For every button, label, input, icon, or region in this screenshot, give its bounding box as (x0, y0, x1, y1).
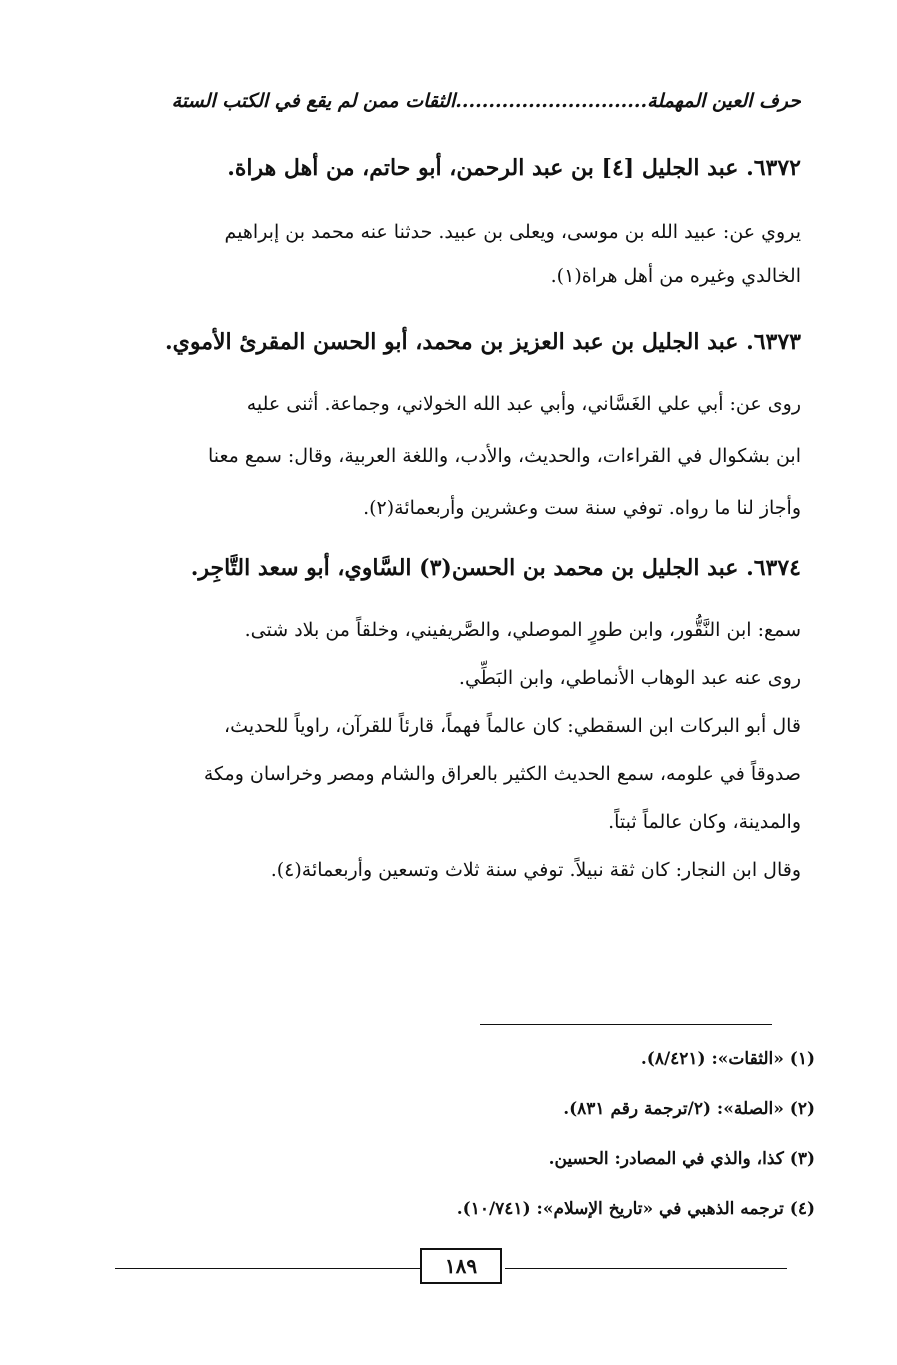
footnote-3: (٣) كذا، والذي في المصادر: الحسين. (548, 1149, 815, 1169)
entry-6374-line-3: قال أبو البركات ابن السقطي: كان عالماً فهماً، قارئاً للقرآن، راوياً للحديث، (224, 715, 801, 737)
entry-6372-line-2: الخالدي وغيره من أهل هراة(١). (550, 265, 801, 287)
entry-6372-line-1: يروي عن: عبيد الله بن موسى، ويعلى بن عبيد. حدثنا عنه محمد بن إبراهيم (224, 221, 801, 243)
entry-6374-line-5: والمدينة، وكان عالماً ثبتاً. (608, 811, 801, 833)
footer-rule-right (505, 1268, 787, 1269)
entry-heading-6374: ٦٣٧٤. عبد الجليل بن محمد بن الحسن(٣) السَّاوي، أبو سعد التَّاجِر. (190, 555, 801, 581)
entry-6374-line-4: صدوقاً في علومه، سمع الحديث الكثير بالعراق والشام ومصر وخراسان ومكة (203, 763, 801, 785)
footnote-2: (٢) «الصلة»: (٢/ترجمة رقم ٨٣١). (563, 1099, 815, 1119)
entry-6374-line-1: سمع: ابن النَّقُّور، وابن طورٍ الموصلي، والصَّريفيني، وخلقاً من بلاد شتى. (244, 619, 801, 641)
entry-6374-line-2: روى عنه عبد الوهاب الأنماطي، وابن البَطِّي. (458, 667, 801, 689)
footnote-separator (480, 1024, 772, 1025)
footnote-4: (٤) ترجمه الذهبي في «تاريخ الإسلام»: (١٠/٧٤١). (456, 1199, 815, 1219)
entry-6374-line-6: وقال ابن النجار: كان ثقة نبيلاً. توفي سنة ثلاث وتسعين وأربعمائة(٤). (270, 859, 801, 881)
entry-heading-6372: ٦٣٧٢. عبد الجليل [٤] بن عبد الرحمن، أبو حاتم، من أهل هراة. (227, 155, 801, 181)
running-header: حرف العين المهملة.............................الثقات ممن لم يقع في الكتب الستة (171, 90, 801, 112)
entry-6373-line-1: روى عن: أبي علي الغَسَّاني، وأبي عبد الله الخولاني، وجماعة. أثنى عليه (246, 393, 801, 415)
entry-6373-line-3: وأجاز لنا ما رواه. توفي سنة ست وعشرين وأربعمائة(٢). (363, 497, 801, 519)
page-number: ١٨٩ (420, 1248, 502, 1284)
entry-6373-line-2: ابن بشكوال في القراءات، والحديث، والأدب، واللغة العربية، وقال: سمع معنا (207, 445, 801, 467)
footer-rule-left (115, 1268, 420, 1269)
entry-heading-6373: ٦٣٧٣. عبد الجليل بن عبد العزيز بن محمد، أبو الحسن المقرئ الأموي. (164, 329, 801, 355)
footnote-1: (١) «الثقات»: (٨/٤٢١). (640, 1049, 815, 1069)
